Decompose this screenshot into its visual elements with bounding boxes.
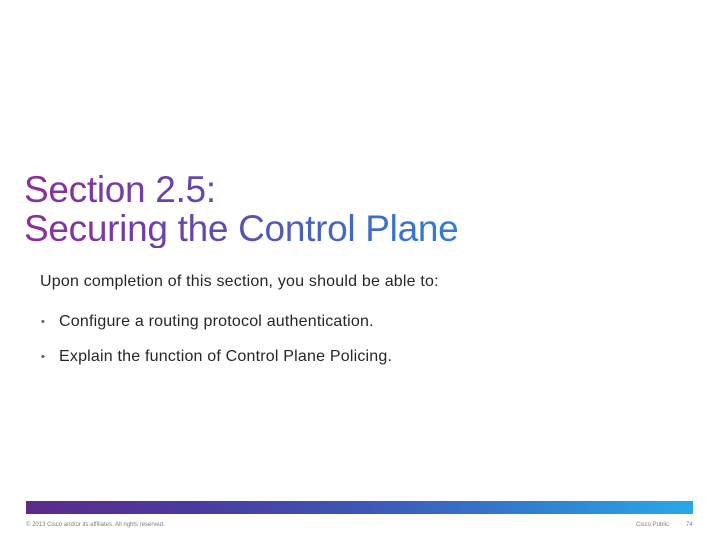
footer-copyright: © 2013 Cisco and/or its affiliates. All rights reserved. xyxy=(26,522,165,528)
slide-title-line-1: Section 2.5: xyxy=(24,169,216,210)
slide-body xyxy=(40,272,680,382)
footer-classification: Cisco Public xyxy=(636,522,670,528)
slide-title-line-2: Securing the Control Plane xyxy=(24,208,459,249)
slide-title xyxy=(24,170,458,248)
footer-gradient-bar xyxy=(26,501,693,514)
bullet-text: Configure a routing protocol authentication. xyxy=(59,313,374,330)
list-item xyxy=(40,312,680,332)
intro-text: Upon completion of this section, you should be able to: xyxy=(40,273,439,290)
bullet-icon: • xyxy=(41,316,46,328)
page-number: 74 xyxy=(686,522,693,528)
bullet-icon: • xyxy=(41,351,46,363)
list-item xyxy=(40,347,680,367)
objectives-list xyxy=(40,312,680,367)
bullet-text: Explain the function of Control Plane Policing. xyxy=(59,348,393,365)
